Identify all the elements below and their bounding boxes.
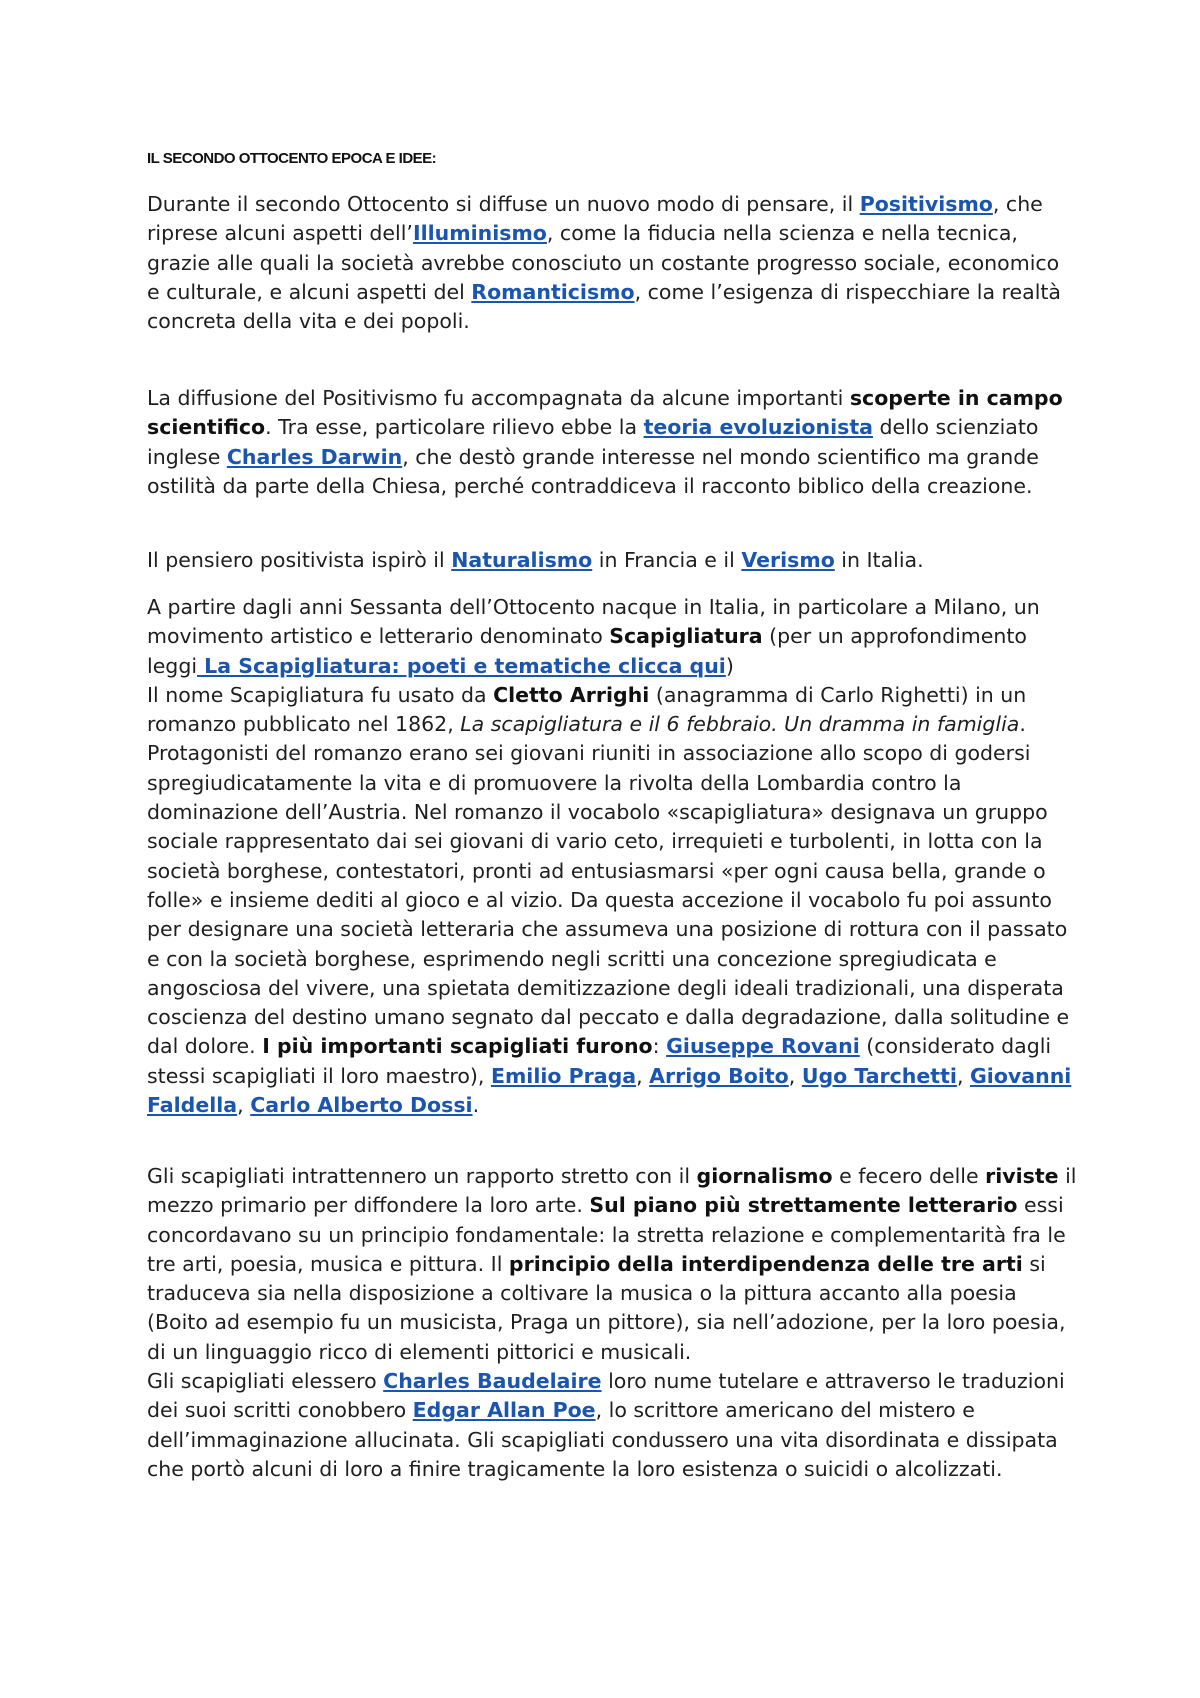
link-ugo-tarchetti[interactable]: Ugo Tarchetti <box>801 1063 957 1088</box>
link-charles-baudelaire[interactable]: Charles Baudelaire <box>383 1369 602 1394</box>
bold-scapigliati-importanti: I più importanti scapigliati furono <box>262 1034 653 1059</box>
link-giuseppe-rovani[interactable]: Giuseppe Rovani <box>666 1034 860 1059</box>
link-scapigliatura-approfondimento[interactable]: La Scapigliatura: poeti e tematiche clicca qui <box>197 653 726 678</box>
page-title: IL SECONDO OTTOCENTO EPOCA E IDEE: <box>147 150 437 167</box>
link-charles-darwin[interactable]: Charles Darwin <box>226 444 403 469</box>
link-arrigo-boito[interactable]: Arrigo Boito <box>649 1063 789 1088</box>
link-carlo-alberto-dossi[interactable]: Carlo Alberto Dossi <box>250 1093 473 1118</box>
paragraph-giornalismo: Gli scapigliati intrattennero un rapporto stretto con il giornalismo e fecero delle riviste il mezzo primario per diffondere la loro arte. Sul piano più strettamente letterario essi concordavano su un principio fondamentale: la stretta relazione e complementarità fra le tre arti, poesia, musica e pittura. Il principio della interdipendenza delle tre arti si traduceva sia nella disposizione a coltivare la musica o la pittura accanto alla poesia (Boito ad esempio fu un musicista, Praga un pittore), sia nell’adozione, per la loro poesia, di un linguaggio ricco di elementi pittorici e musicali. Gli scapigliati elessero Charles Baudelaire loro nume tutelare e attraverso le traduzioni dei suoi scritti conobbero Edgar Allan Poe, lo scrittore americano del mistero e dell’immaginazione allucinata. Gli scapigliati condussero una vita disordinata e dissipata che portò alcuni di loro a finire tragicamente la loro esistenza o suicidi o alcolizzati. <box>147 1164 1077 1481</box>
link-giovanni-faldella[interactable]: Giovanni Faldella <box>147 1063 1072 1118</box>
bold-scoperte: scoperte in campo scientifico <box>147 386 1063 440</box>
link-romanticismo[interactable]: Romanticismo <box>471 279 635 304</box>
link-positivismo[interactable]: Positivismo <box>859 192 993 216</box>
link-teoria-evoluzionista[interactable]: teoria evoluzionista <box>643 415 873 440</box>
paragraph-scoperte: La diffusione del Positivismo fu accompagnata da alcune importanti scoperte in campo scientifico. Tra esse, particolare rilievo ebbe la teoria evoluzionista dello scienziato inglese Charles Darwin, che destò grande interesse nel mondo scientifico ma grande ostilità da parte della Chiesa, perché contraddiceva il racconto biblico della creazione. <box>147 386 1063 498</box>
book-title: La scapigliatura e il 6 febbraio. Un dramma in famiglia <box>460 712 1020 737</box>
bold-giornalismo: giornalismo <box>696 1164 833 1188</box>
link-illuminismo[interactable]: Illuminismo <box>412 221 547 246</box>
link-emilio-praga[interactable]: Emilio Praga <box>490 1063 637 1088</box>
bold-riviste: riviste <box>985 1164 1059 1188</box>
bold-scapigliatura: Scapigliatura <box>609 624 763 649</box>
link-naturalismo[interactable]: Naturalismo <box>451 548 593 572</box>
paragraph-positivismo: Durante il secondo Ottocento si diffuse un nuovo modo di pensare, il Positivismo, che riprese alcuni aspetti dell’Illuminismo, come la fiducia nella scienza e nella tecnica, grazie alle quali la società avrebbe conosciuto un costante progresso sociale, economico e culturale, e alcuni aspetti del Romanticismo, come l’esigenza di rispecchiare la realtà concreta della vita e dei popoli. <box>147 192 1061 334</box>
link-verismo[interactable]: Verismo <box>741 548 835 572</box>
bold-cletto-arrighi: Cletto Arrighi <box>493 682 650 707</box>
link-edgar-allan-poe[interactable]: Edgar Allan Poe <box>412 1398 596 1423</box>
paragraph-scapigliatura: A partire dagli anni Sessanta dell’Ottocento nacque in Italia, in particolare a Milano, un movimento artistico e letterario denominato Scapigliatura (per un approfondimento leggi La Scapigliatura: poeti e tematiche clicca qui) Il nome Scapigliatura fu usato da Cletto Arrighi (anagramma di Carlo Righetti) in un romanzo pubblicato nel 1862, La scapigliatura e il 6 febbraio. Un dramma in famiglia. Protagonisti del romanzo erano sei giovani riuniti in associazione allo scopo di godersi spregiudicatamente la vita e di promuovere la rivolta della Lombardia contro la dominazione dell’Austria. Nel romanzo il vocabolo «scapigliatura» designava un gruppo sociale rappresentato dai sei giovani di vario ceto, irrequieti e turbolenti, in lotta con la società borghese, contestatori, pronti ad entusiasmarsi «per ogni causa bella, grande o folle» e insieme dediti al gioco e al vizio. Da questa accezione il vocabolo fu poi assunto per designare una società letteraria che assumeva una posizione di rottura con il passato e con la società borghese, esprimendo negli scritti una concezione spregiudicata e angosciosa del vivere, una spietata demitizzazione degli ideali tradizionali, una disperata coscienza del destino umano segnato dal peccato e dalla degradazione, dalla solitudine e dal dolore. I più importanti scapigliati furono: Giuseppe Rovani (considerato dagli stessi scapigliati il loro maestro), Emilio Praga, Arrigo Boito, Ugo Tarchetti, Giovanni Faldella, Carlo Alberto Dossi. <box>147 595 1072 1118</box>
bold-piano-letterario: Sul piano più strettamente letterario <box>589 1193 1018 1218</box>
paragraph-naturalismo: Il pensiero positivista ispirò il Naturalismo in Francia e il Verismo in Italia. <box>147 548 924 572</box>
bold-principio-interdipendenza: principio della interdipendenza delle tre arti <box>508 1251 1023 1276</box>
